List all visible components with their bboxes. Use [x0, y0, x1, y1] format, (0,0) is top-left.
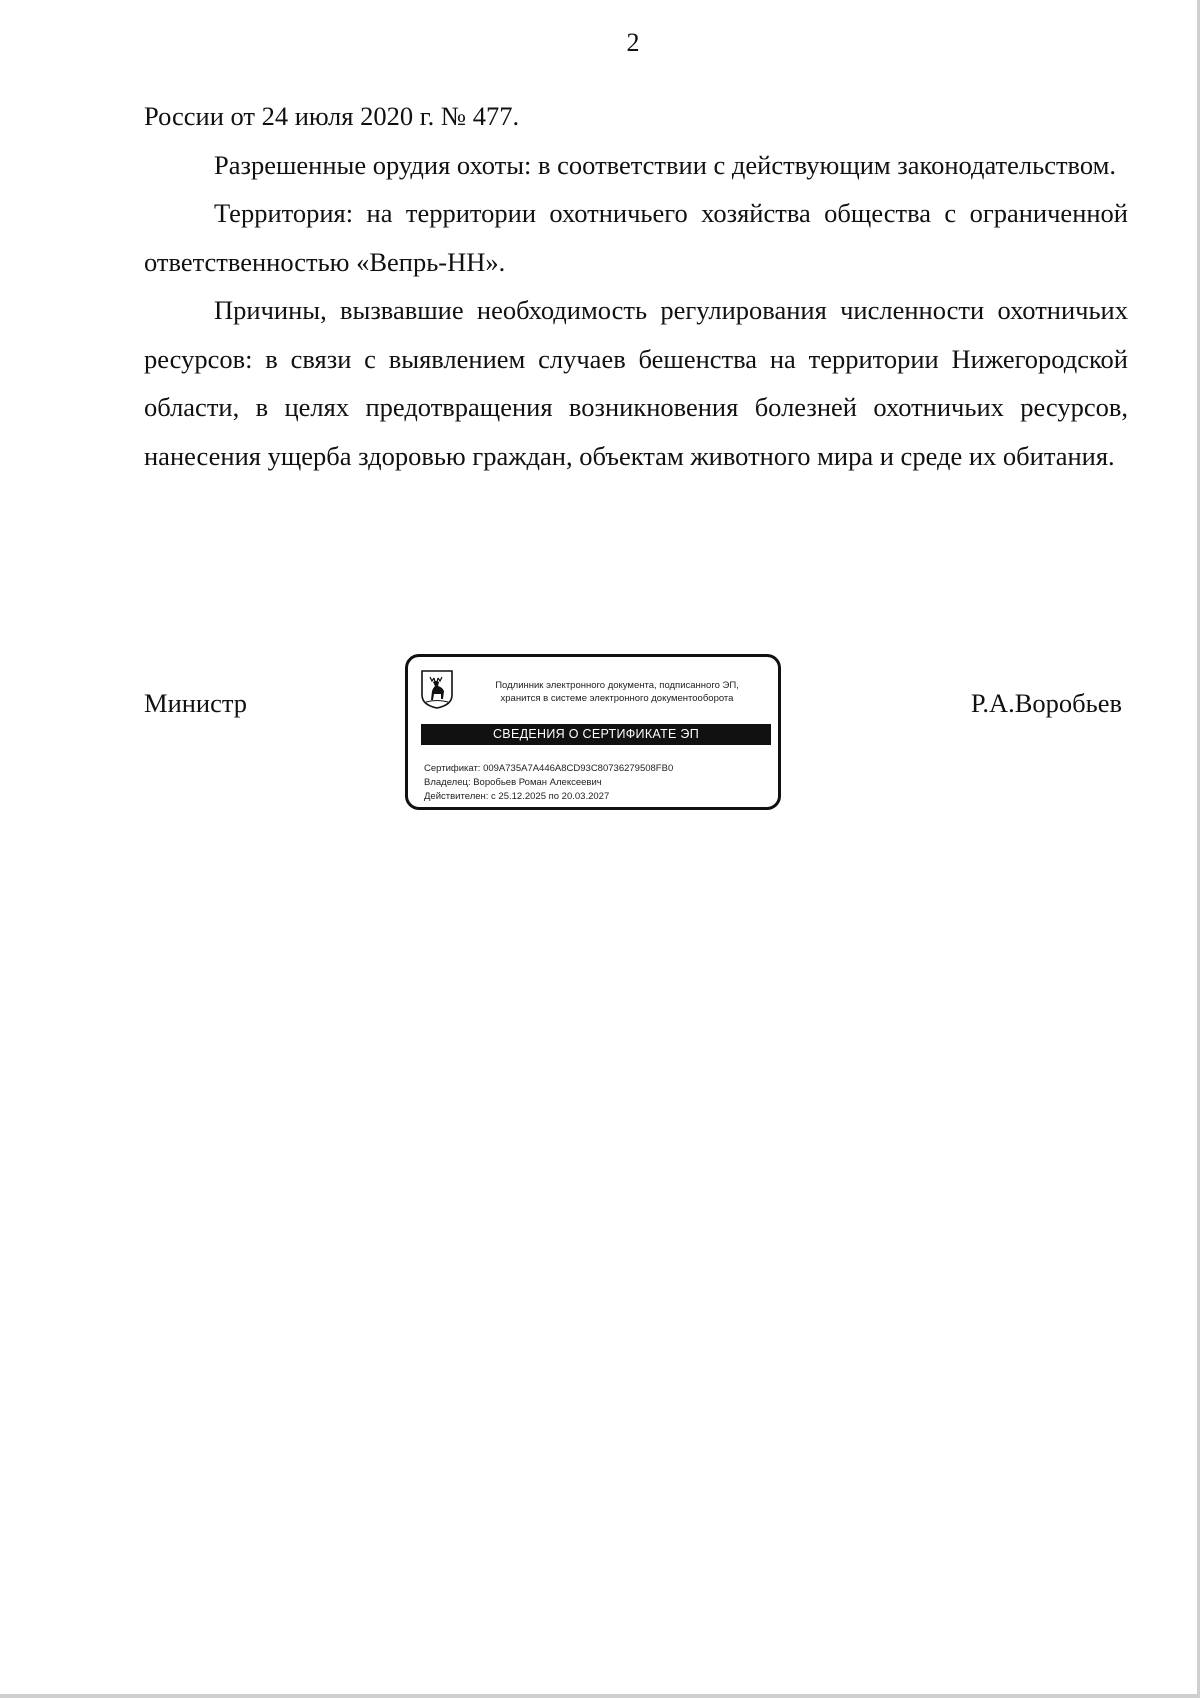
- page-edge-bottom: [0, 1694, 1200, 1698]
- signer-name: Р.А.Воробьев: [970, 688, 1122, 718]
- document-body: [144, 92, 1128, 480]
- paragraph-territory: Территория: на территории охотничьего хозяйства общества с ограниченной ответственностью «Вепрь-НН».: [144, 198, 1128, 277]
- signer-position: Министр: [144, 688, 248, 718]
- stamp-note-line: хранится в системе электронного документооборота: [500, 693, 734, 704]
- electronic-signature-stamp: [405, 654, 781, 810]
- certificate-owner: Владелец: Воробьев Роман Алексеевич: [424, 777, 602, 788]
- stamp-note-line: Подлинник электронного документа, подписанного ЭП,: [495, 680, 739, 691]
- paragraph-reasons: Причины, вызвавшие необходимость регулирования численности охотничьих ресурсов: в связи с выявлением случаев бешенства на территории Нижегородской области, в целях предотвращения возникновения болезней охотничьих ресурсов, нанесения ущерба здоровью граждан, объектам животного мира и среде их обитания.: [144, 295, 1128, 471]
- deer-crest-icon: [420, 669, 454, 709]
- stamp-note: [464, 679, 770, 705]
- stamp-band-title: СВЕДЕНИЯ О СЕРТИФИКАТЕ ЭП: [421, 724, 771, 745]
- page-number: 2: [626, 28, 640, 57]
- certificate-validity: Действителен: с 25.12.2025 по 20.03.2027: [424, 791, 610, 802]
- stamp-details: [424, 762, 673, 804]
- certificate-number: Сертификат: 009A735A7A446A8CD93C80736279508FB0: [424, 763, 674, 774]
- paragraph-continuation: России от 24 июля 2020 г. № 477.: [144, 101, 520, 131]
- paragraph-weapons: Разрешенные орудия охоты: в соответствии с действующим законодательством.: [214, 149, 1117, 180]
